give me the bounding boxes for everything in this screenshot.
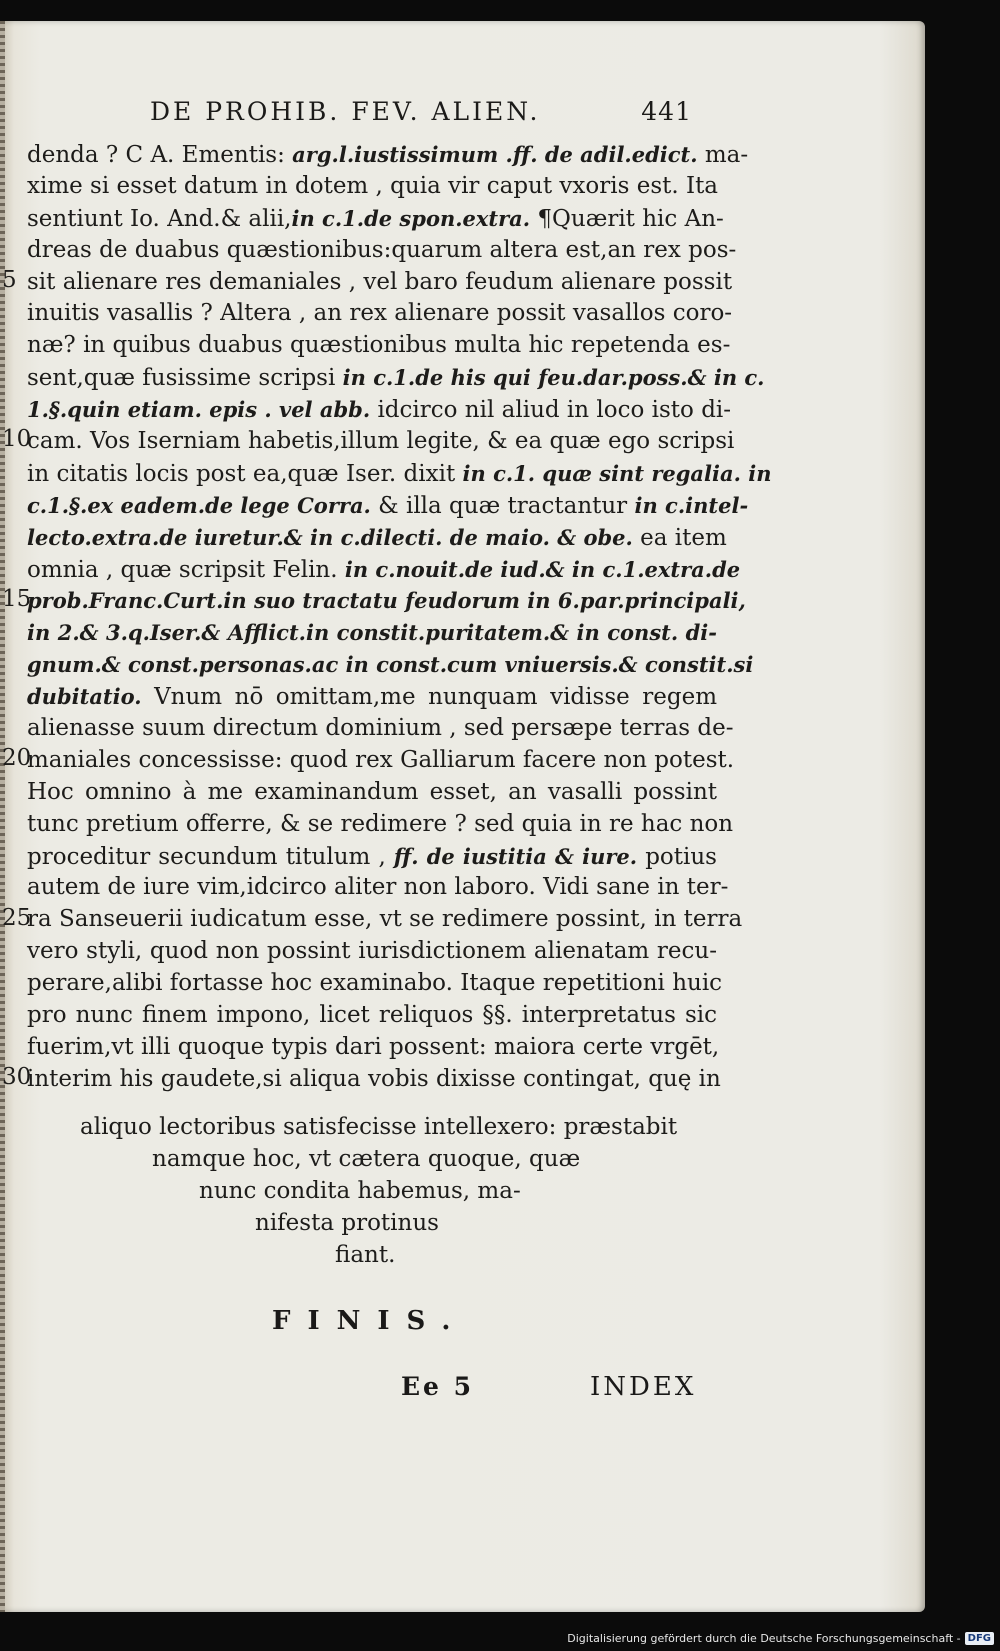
finis-heading: FINIS. [272,1306,468,1336]
text-line [27,267,733,299]
citation-text: in 2.& 3.q.Iser.& Afflict.in constit.puritatem.& in const. di- [27,620,717,646]
line-text: maniales concessisse: quod rex Galliarum facere non potest. [27,746,735,773]
line-text: autem de iure vim,idcirco aliter non laboro. Vidi sane in ter- [27,874,729,901]
line-text: næ? in quibus duabus quæstionibus multa hic repetenda es- [27,332,731,359]
margin-line-number: 10 [2,426,32,453]
line-text: inuitis vasallis ? Altera , an rex alienare possit vasallos coro- [27,300,733,327]
text-line [27,235,737,267]
text-line [27,713,734,745]
line-text: sit alienare res demaniales , vel baro feudum alienare possit [27,268,733,295]
citation-text: in c.1. quæ sint regalia. in [462,460,772,486]
text-line [27,904,743,936]
margin-line-number: 15 [2,585,32,612]
text-line [27,139,749,171]
line-text: & illa quæ tractantur [370,492,635,519]
page-edge [0,21,5,1612]
line-text: proceditur secundum titulum , [27,843,394,870]
text-line [27,777,717,809]
margin-line-number: 5 [2,266,17,293]
line-text: omnia , quæ scripsit Felin. [27,556,345,583]
text-line [27,872,729,904]
running-head [150,97,692,126]
citation-text: lecto.extra.de iuretur.& in c.dilecti. de maio. & obe. [27,524,633,550]
text-line [27,585,746,617]
closing-line: nunc condita habemus, ma- [199,1178,521,1204]
text-line [27,745,735,777]
text-line [27,681,717,713]
text-line [27,841,717,873]
line-text: fuerim,vt illi quoque typis dari possent: maiora certe vrgēt, [27,1033,720,1060]
line-text: cam. Vos Iserniam habetis,illum legite, & ea quæ ego scripsi [27,428,735,455]
text-line [27,1000,717,1032]
line-text: Hoc omnino à me examinandum esset, an vasalli possint [27,778,717,805]
body-text [27,139,772,1096]
catchword: INDEX [590,1372,697,1402]
closing-line: namque hoc, vt cætera quoque, quæ [152,1146,581,1172]
line-text: ea item [632,524,727,551]
line-text: Vnum nō omittam,me nunquam vidisse regem [141,684,717,711]
line-text: vero styli, quod non possint iurisdictionem alienatam recu- [27,938,717,965]
line-text: interim his gaudete,si aliqua vobis dixisse contingat, quę in [27,1065,721,1092]
margin-line-number: 20 [2,745,32,772]
line-text: ra Sanseuerii iudicatum esse, vt se redimere possint, in terra [27,906,743,933]
text-line [27,362,765,394]
citation-text: arg.l.iustissimum .ff. de adil.edict. [292,142,698,167]
citation-text: in c.nouit.de iud.& in c.1.extra.de [344,556,741,582]
citation-text: 1.§.quin etiam. epis . vel abb. [27,397,371,423]
line-text: ma- [697,142,749,168]
text-line [27,649,754,681]
text-line [27,330,731,362]
text-line [27,936,717,968]
line-text: sentiunt Io. And.& alii, [27,205,292,232]
text-line [27,617,717,649]
folio-number: 441 [641,97,692,126]
dfg-logo: DFG [965,1632,994,1645]
line-text: alienasse suum directum dominium , sed persæpe terras de- [27,715,734,742]
citation-text: prob.Franc.Curt.in suo tractatu feudorum in 6.par.principali, [27,588,746,614]
text-line [27,298,733,330]
digitization-footer [567,1632,994,1645]
text-line [27,809,734,841]
closing-line: nifesta protinus [255,1210,439,1236]
citation-text: c.1.§.ex eadem.de lege Corra. [27,492,371,518]
line-text: idcirco nil aliud in loco isto di- [370,397,732,424]
text-line [27,1032,720,1064]
margin-line-number: 30 [2,1064,32,1091]
line-text: ¶Quærit hic An- [530,205,724,232]
line-text: in citatis locis post ea,quæ Iser. dixit [27,460,463,487]
line-text: sent,quæ fusissime scripsi [27,365,343,392]
line-text: tunc pretium offerre, & se redimere ? sed quia in re hac non [27,810,734,837]
text-line [27,522,727,554]
citation-text: in c.1.de spon.extra. [291,205,531,231]
margin-line-number: 25 [2,904,32,931]
closing-line: fiant. [335,1242,396,1268]
text-line [27,490,749,522]
text-line [27,203,724,235]
text-line [27,554,741,586]
citation-text: in c.intel- [634,492,749,518]
running-head-title: DE PROHIB. FEV. ALIEN. [150,97,541,126]
closing-line: aliquo lectoribus satisfecisse intellexero: præstabit [80,1114,678,1140]
citation-text: in c.1.de his qui feu.dar.poss.& in c. [342,365,765,391]
citation-text: gnum.& const.personas.ac in const.cum vniuersis.& constit.si [27,652,754,678]
citation-text: dubitatio. [27,684,142,710]
text-line [27,426,735,458]
citation-text: ff. de iustitia & iure. [393,843,638,869]
signature-mark: Ee 5 [401,1372,475,1401]
line-text: pro nunc finem impono, licet reliquos §§. interpretatus sic [27,1002,717,1029]
line-text: perare,alibi fortasse hoc examinabo. Itaque repetitioni huic [27,970,723,997]
line-text: dreas de duabus quæstionibus:quarum altera est,an rex pos- [27,236,737,263]
line-text: denda ? C A. Ementis: [27,142,293,168]
text-line [27,1064,721,1096]
text-line [27,171,717,203]
text-line [27,394,732,426]
text-line [27,968,723,1000]
line-text: xime si esset datum in dotem , quia vir caput vxoris est. Ita [27,172,719,199]
line-text: potius [637,843,717,870]
footer-credit: Digitalisierung gefördert durch die Deutsche Forschungsgemeinschaft - [567,1632,961,1645]
text-line [27,458,772,490]
